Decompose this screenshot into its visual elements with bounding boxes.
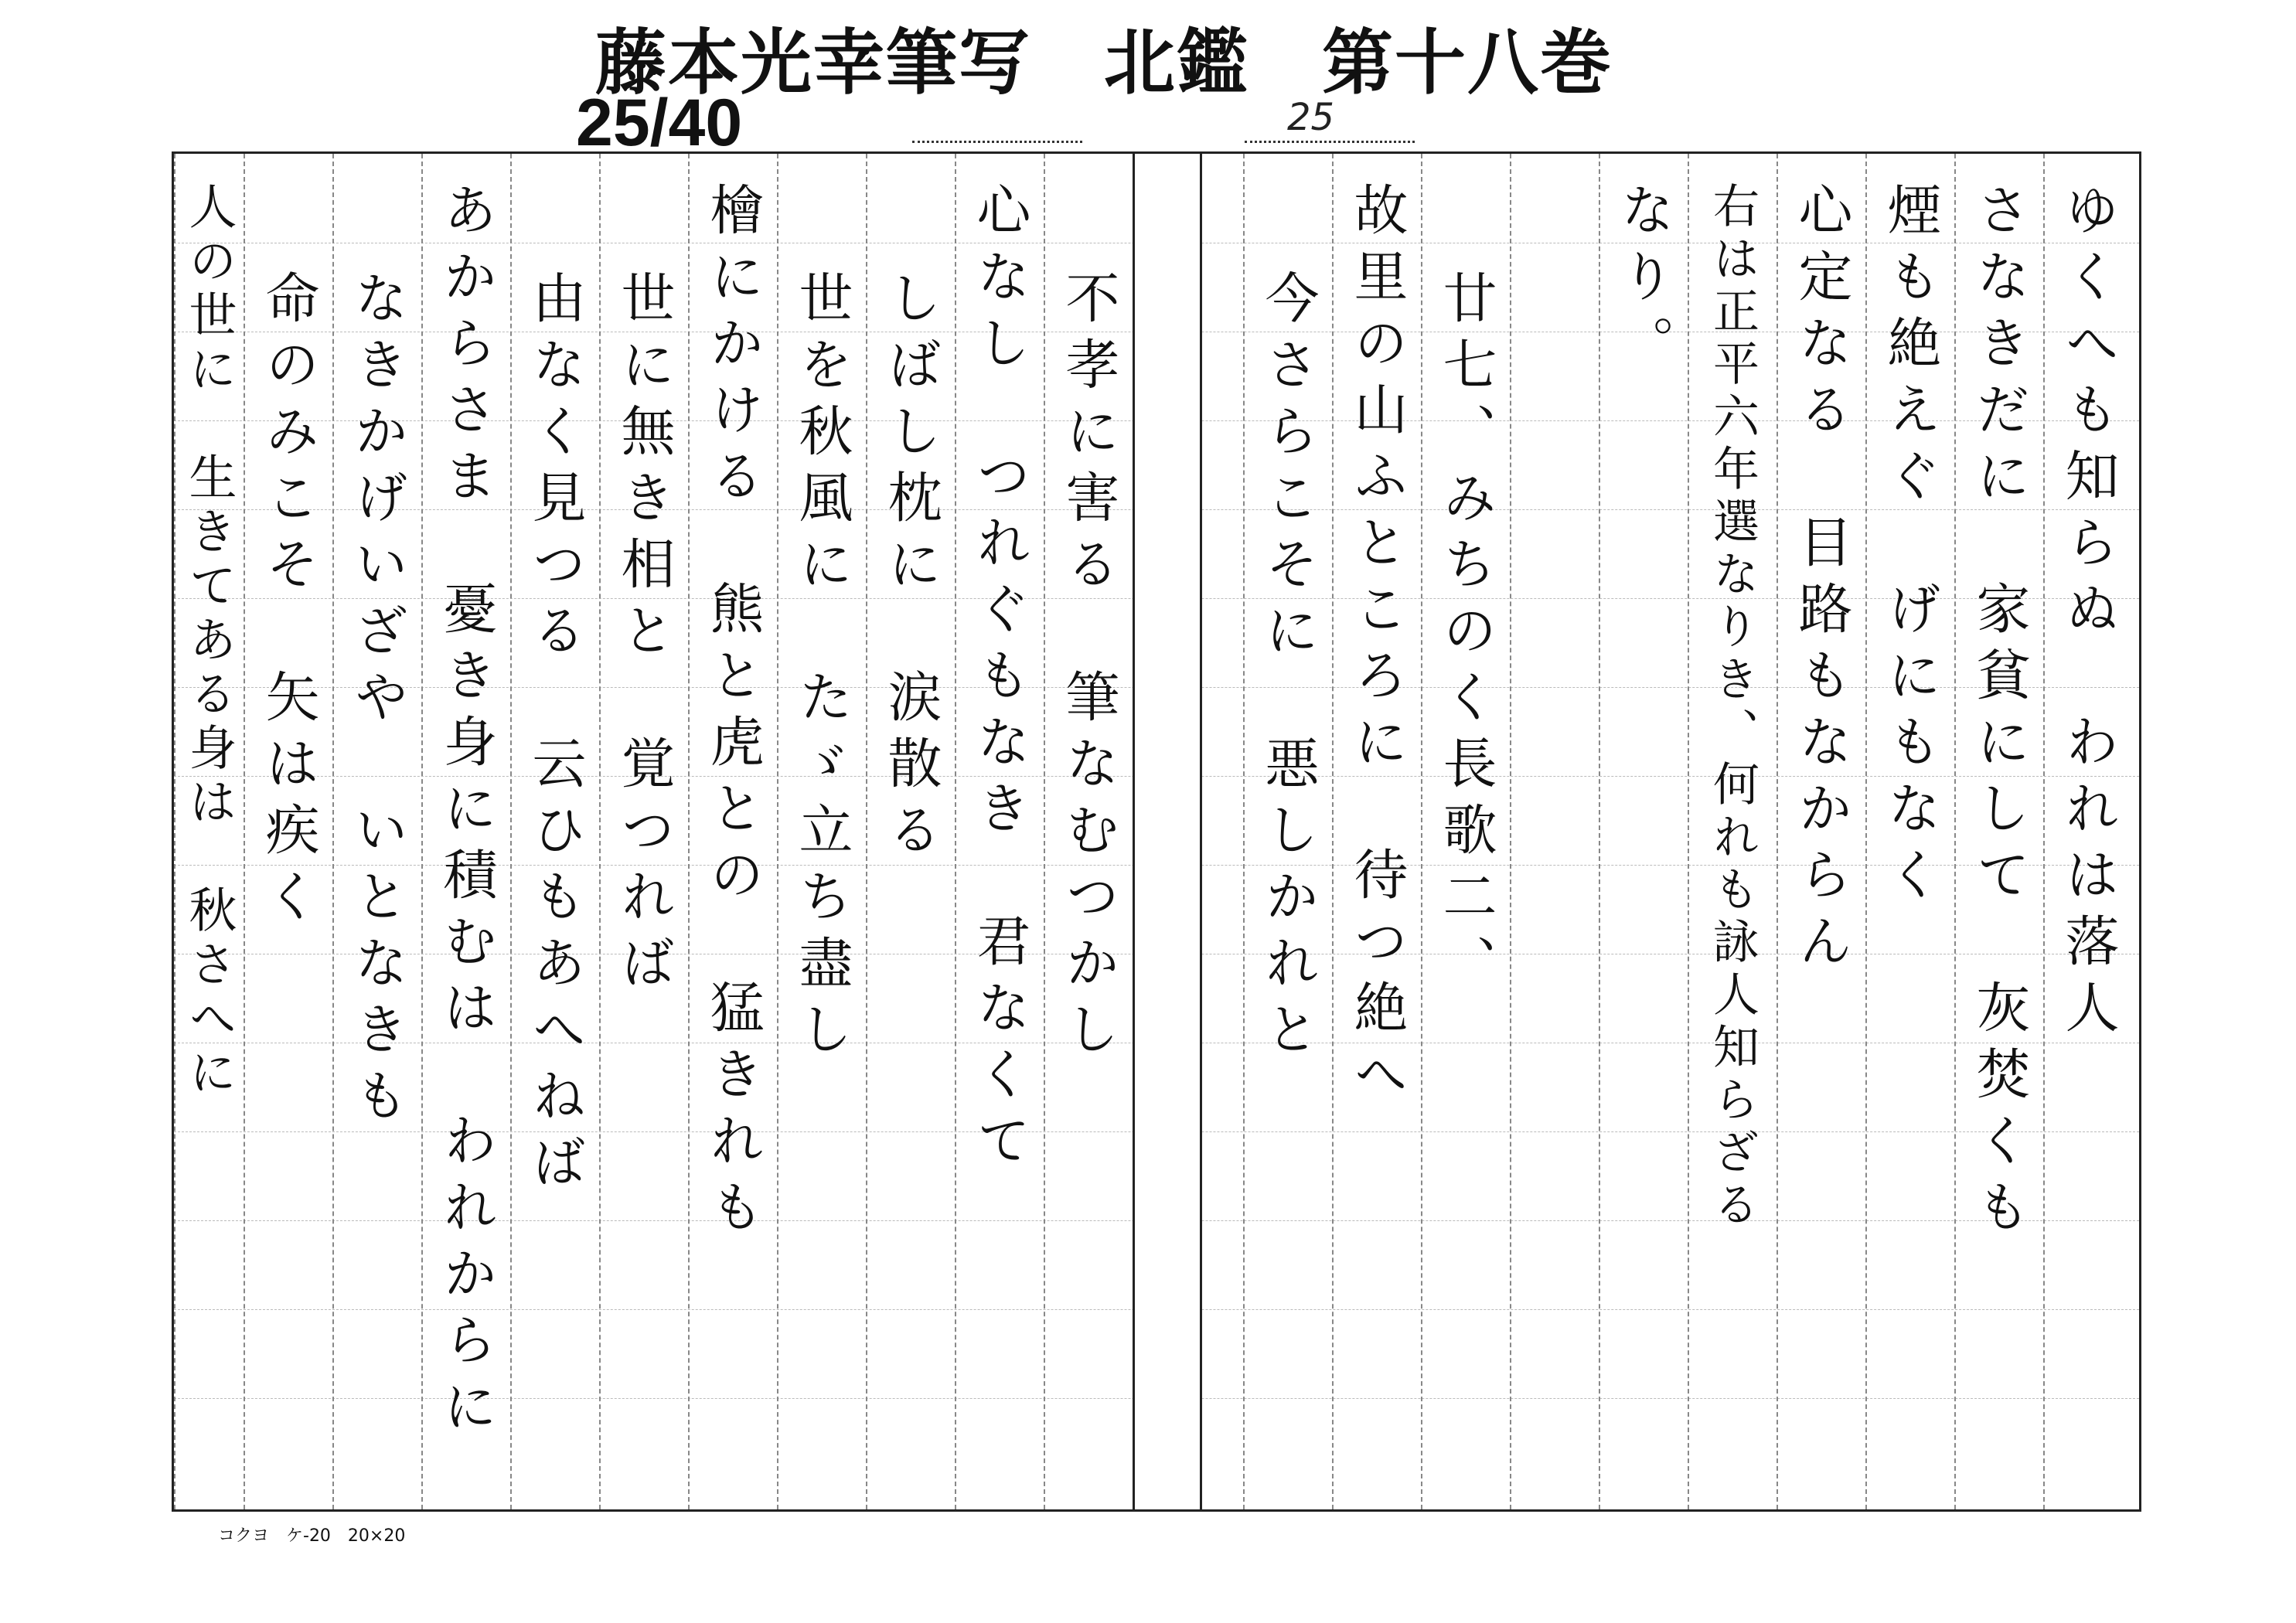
column-18 xyxy=(421,154,510,1509)
column-3 xyxy=(1865,154,1954,1509)
column-text: 廿七、みちのく長歌二、 xyxy=(1434,270,1497,1001)
handwritten-page-number: 25 xyxy=(1287,96,1335,139)
column-5 xyxy=(1688,154,1777,1509)
column-text: 今さらこそに 悪しかれと xyxy=(1256,270,1320,1067)
column-text: 心なし つれぐもなき 君なくて xyxy=(968,182,1031,1179)
column-text: 不孝に害る 筆なむつかし xyxy=(1057,270,1120,1067)
column-text: 煙も絶えぐ げにもなく xyxy=(1879,182,1942,913)
dotted-line-left xyxy=(912,141,1082,143)
column-text: 右は正平六年選なりき、何れも詠人知らざる xyxy=(1705,182,1759,1233)
column-text: 世を秋風に たゞ立ち盡し xyxy=(790,270,853,1067)
column-16 xyxy=(599,154,688,1509)
column-text: 故里の山ふところに 待つ絶へ xyxy=(1345,182,1409,1112)
column-8 xyxy=(1421,154,1510,1509)
column-11 xyxy=(1044,154,1133,1509)
form-code: コクヨ ケ-20 20×20 xyxy=(218,1526,406,1546)
column-14 xyxy=(777,154,866,1509)
column-4 xyxy=(1777,154,1865,1509)
column-text: 命のみこそ 矢は疾く xyxy=(257,270,320,934)
column-20 xyxy=(244,154,332,1509)
column-text: 檜にかける 熊と虎との 猛きれも xyxy=(701,182,765,1245)
manuscript-grid xyxy=(172,151,2141,1512)
center-gutter xyxy=(1133,154,1202,1509)
column-text: なり。 xyxy=(1612,182,1675,381)
column-6 xyxy=(1599,154,1688,1509)
column-12 xyxy=(955,154,1044,1509)
column-text: 人の世に 生きてある身は 秋さへに xyxy=(181,182,237,1101)
column-21 xyxy=(174,154,244,1509)
page-fraction: 25/40 xyxy=(576,86,743,160)
column-text: さなきだに 家貧にして 灰焚くも xyxy=(1967,182,2031,1245)
column-19 xyxy=(332,154,421,1509)
column-text: しばし枕に 涙散る xyxy=(879,270,942,868)
column-text: ゆくへも知らぬ われは落人 xyxy=(2056,182,2120,1046)
column-17 xyxy=(510,154,599,1509)
column-15 xyxy=(688,154,777,1509)
column-text: 由なく見つる 云ひもあへねば xyxy=(523,270,587,1200)
column-13 xyxy=(866,154,955,1509)
column-text: あからさま 憂き身に積むは われからに xyxy=(434,182,498,1444)
column-text: 心定なる 目路もなからん xyxy=(1790,182,1853,979)
column-1 xyxy=(2043,154,2132,1509)
column-10 xyxy=(1243,154,1332,1509)
column-9 xyxy=(1332,154,1421,1509)
dotted-line-right xyxy=(1245,141,1415,143)
column-7 xyxy=(1510,154,1599,1509)
column-text: なきかげいざや いとなきも xyxy=(346,270,409,1134)
page-title: 藤本光幸筆写 北鑑 第十八巻 xyxy=(595,22,1613,104)
column-2 xyxy=(1954,154,2043,1509)
column-text: 世に無き相と 覚つれば xyxy=(612,270,676,1001)
